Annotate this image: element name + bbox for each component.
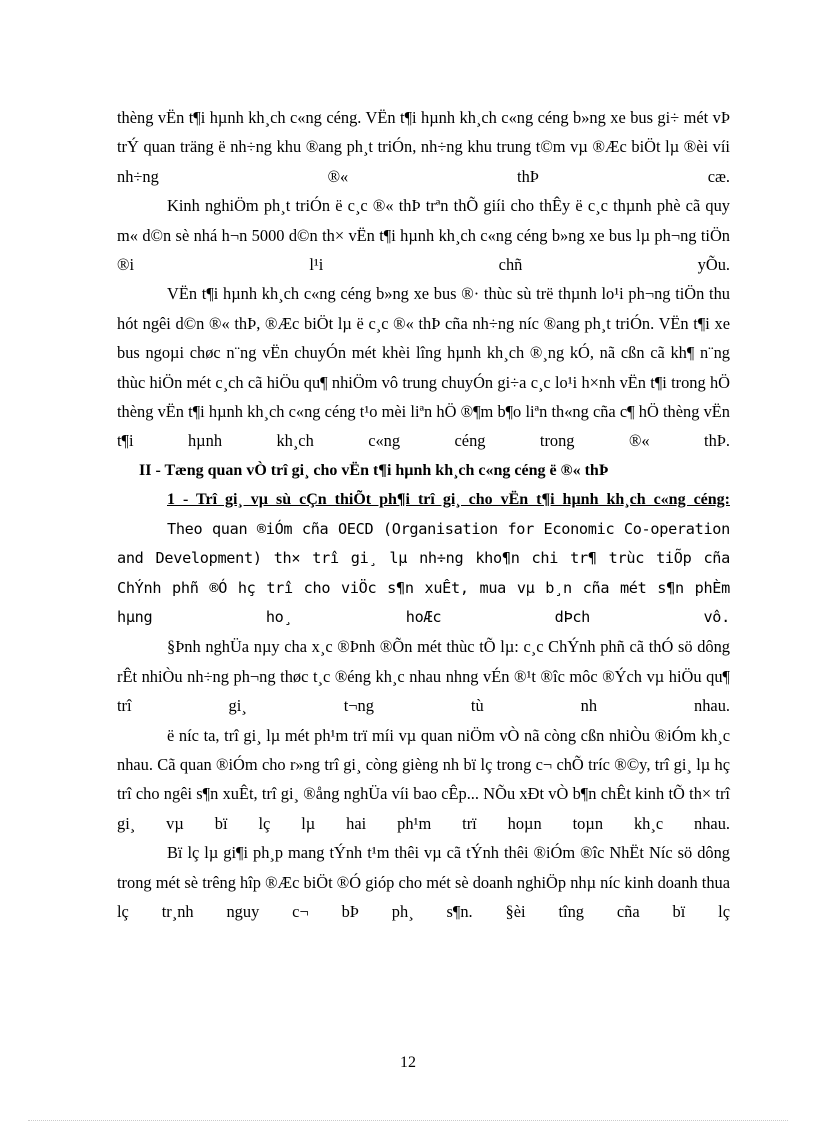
document-body [117, 103, 730, 926]
paragraph: ë níc ta, trî gi¸ lµ mét ph¹m trï míi vµ quan niÖm vÒ nã còng cßn nhiÒu ®iÓm kh¸c nhau. Cã quan ®iÓm cho r»ng trî gi¸ còng gièng nh bï lç trong c¬ chÕ tríc ®©y, trî gi¸ lµ hç trî cho ngêi s¶n xuÊt, trî gi¸ ®ång nghÜa víi bao cÊp... NÕu xÐt vÒ b¶n chÊt kinh tÕ th× trî gi¸ vµ bï lç lµ hai ph¹m trï hoµn toµn kh¸c nhau. [117, 725, 730, 833]
subsection-heading: 1 - Trî gi¸ vµ sù cÇn thiÕt ph¶i trî gi¸ cho vËn t¶i hµnh kh¸ch c«ng céng: [167, 491, 730, 509]
page-bottom-border [28, 1120, 788, 1121]
paragraph: Theo quan ®iÓm cña OECD (Organisation for Economic Co-operation and Development) th× trî gi¸ lµ nh÷ng kho¶n chi tr¶ trùc tiÕp cña ChÝnh phñ ®Ó hç trî cho viÖc s¶n xuÊt, mua vµ b¸n cña mét s¶n phÈm hµng ho¸ hoÆc dÞch vô. [117, 519, 730, 626]
page-number: 12 [400, 1054, 416, 1071]
paragraph: Bï lç lµ gi¶i ph¸p mang tÝnh t¹m thêi vµ cã tÝnh thêi ®iÓm ®îc NhËt Níc sö dông trong mét sè trêng hîp ®Æc biÖt ®Ó gióp cho mét sè doanh nghiÖp nhµ níc kinh doanh thua lç tr¸nh nguy c¬ bÞ ph¸ s¶n. §èi tîng cña bï lç [117, 843, 730, 921]
paragraph: thèng vËn t¶i hµnh kh¸ch c«ng céng. VËn t¶i hµnh kh¸ch c«ng céng b»ng xe bus gi÷ mét vÞ trÝ quan träng ë nh÷ng khu ®ang ph¸t triÓn, nh÷ng khu trung t©m vµ ®Æc biÖt lµ ®èi víi nh÷ng ®« thÞ cæ. [117, 108, 730, 186]
section-heading: II - Tæng quan vÒ trî gi¸ cho vËn t¶i hµnh kh¸ch c«ng céng ë ®« thÞ [139, 461, 609, 479]
paragraph: Kinh nghiÖm ph¸t triÓn ë c¸c ®« thÞ trªn thÕ giíi cho thÊy ë c¸c thµnh phè cã quy m« d©n sè nhá h¬n 5000 d©n th× vËn t¶i hµnh kh¸ch c«ng céng b»ng xe bus lµ ph¬ng tiÖn ®i l¹i chñ yÕu. [117, 196, 730, 275]
paragraph: VËn t¶i hµnh kh¸ch c«ng céng b»ng xe bus ®· thùc sù trë thµnh lo¹i ph¬ng tiÖn thu hót ngêi d©n ®« thÞ, ®Æc biÖt lµ ë c¸c ®« thÞ cña nh÷ng níc ®ang ph¸t triÓn. VËn t¶i xe bus ngoµi chøc n¨ng vËn chuyÓn mét khèi lîng hµnh kh¸ch ®¸ng kÓ, nã cßn cã kh¶ n¨ng thùc hiÖn mét c¸ch cã hiÖu qu¶ nhiÖm vô trung chuyÓn gi÷a c¸c lo¹i h×nh vËn t¶i trong hÖ thèng vËn t¶i hµnh kh¸ch c«ng céng t¹o mèi liªn hÖ ®¶m b¶o liªn th«ng cña c¶ hÖ thèng vËn t¶i hµnh kh¸ch c«ng céng trong ®« thÞ. [117, 284, 730, 451]
paragraph: §Þnh nghÜa nµy cha x¸c ®Þnh ®Õn mét thùc tÕ lµ: c¸c ChÝnh phñ cã thÓ sö dông rÊt nhiÒu nh÷ng ph¬ng thøc t¸c ®éng kh¸c nhau nhng vÉn ®¹t ®îc môc ®Ých vµ hiÖu qu¶ trî gi¸ t¬ng tù nh nhau. [117, 637, 730, 716]
